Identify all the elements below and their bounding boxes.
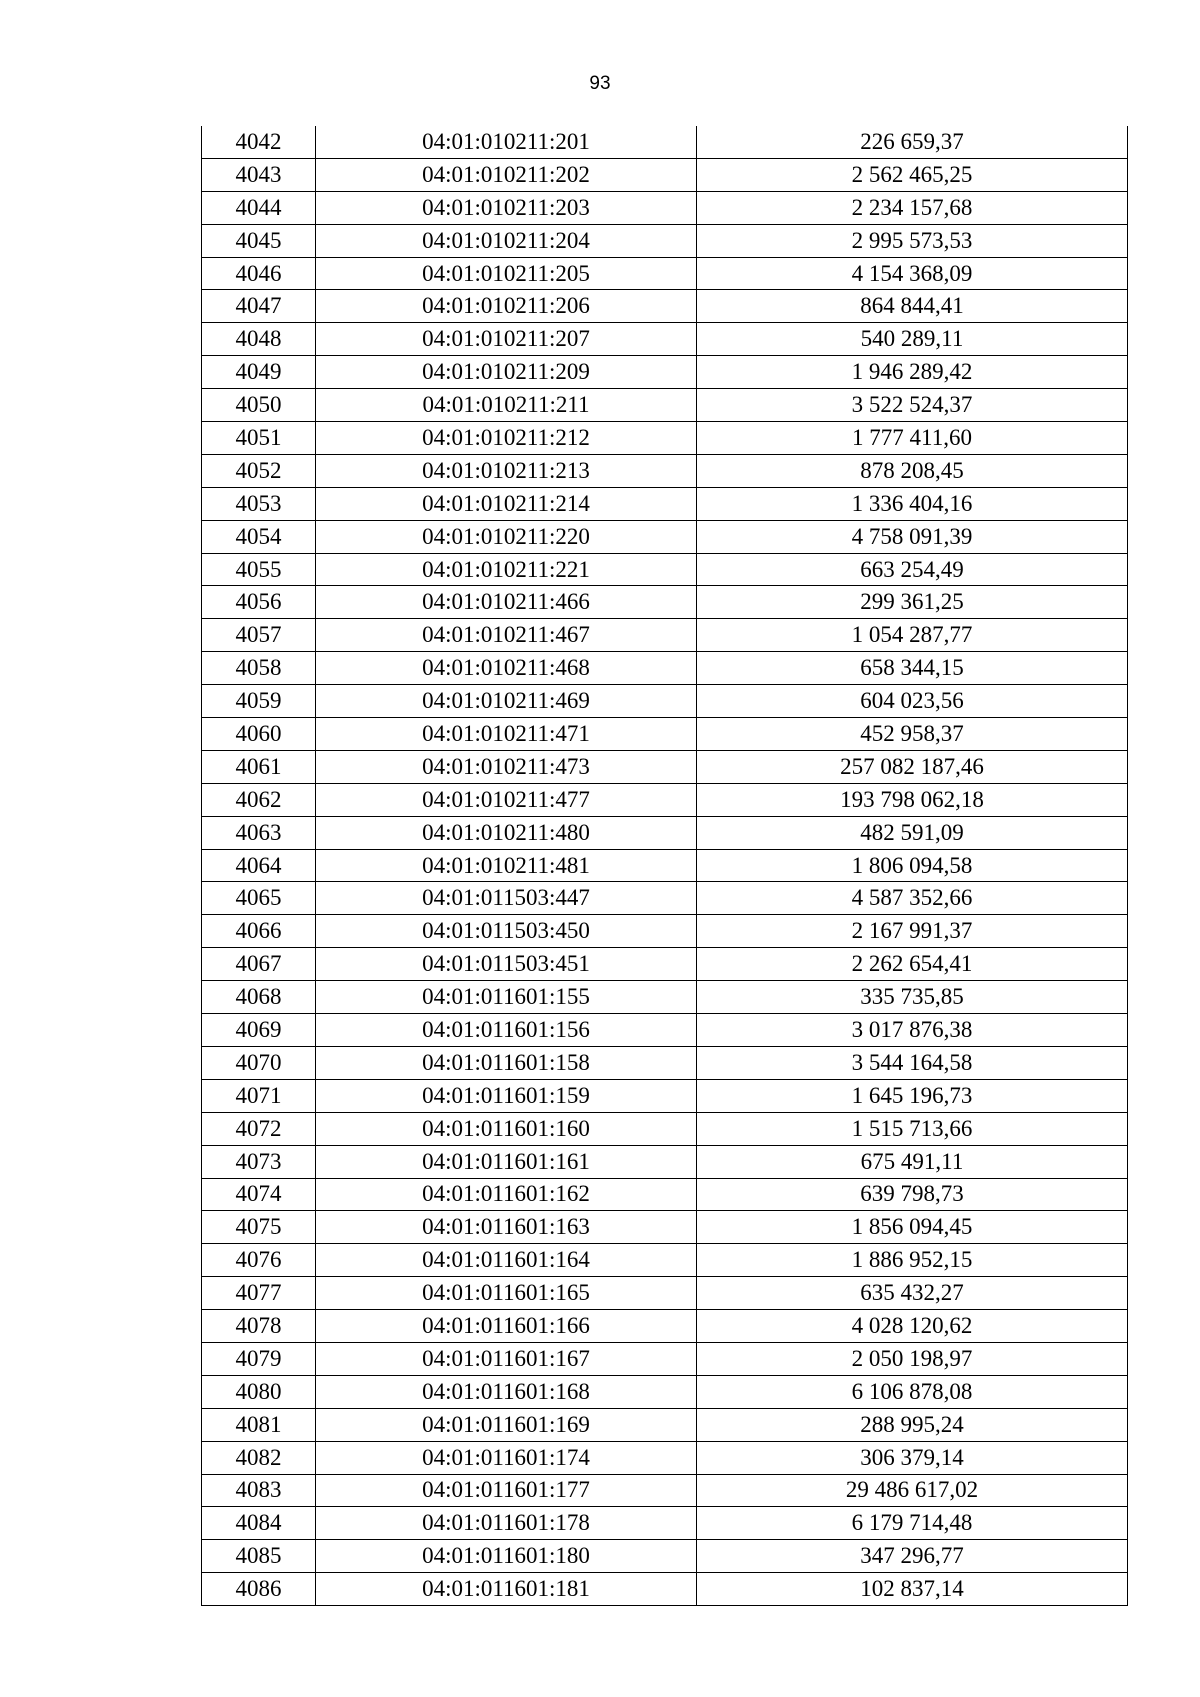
table-row — [202, 356, 1128, 389]
cadastral-number-cell: 04:01:011601:164 — [316, 1244, 697, 1277]
cadastral-number-cell: 04:01:011503:447 — [316, 882, 697, 915]
cadastral-value-cell: 1 946 289,42 — [697, 356, 1128, 389]
cadastral-value-cell: 335 735,85 — [697, 981, 1128, 1014]
row-number-cell: 4071 — [202, 1079, 316, 1112]
cadastral-number-cell: 04:01:010211:211 — [316, 389, 697, 422]
table-row — [202, 1408, 1128, 1441]
cadastral-value-cell: 4 028 120,62 — [697, 1310, 1128, 1343]
cadastral-value-cell: 288 995,24 — [697, 1408, 1128, 1441]
cadastral-number-cell: 04:01:011601:161 — [316, 1145, 697, 1178]
cadastral-value-cell: 2 167 991,37 — [697, 915, 1128, 948]
cadastral-value-cell: 2 262 654,41 — [697, 948, 1128, 981]
cadastral-number-cell: 04:01:011601:180 — [316, 1540, 697, 1573]
cadastral-value-cell: 540 289,11 — [697, 323, 1128, 356]
cadastral-value-cell: 3 017 876,38 — [697, 1014, 1128, 1047]
cadastral-number-cell: 04:01:010211:221 — [316, 553, 697, 586]
table-row — [202, 191, 1128, 224]
table-row — [202, 586, 1128, 619]
row-number-cell: 4052 — [202, 454, 316, 487]
cadastral-number-cell: 04:01:011601:167 — [316, 1342, 697, 1375]
table-row — [202, 783, 1128, 816]
cadastral-number-cell: 04:01:011601:166 — [316, 1310, 697, 1343]
row-number-cell: 4082 — [202, 1441, 316, 1474]
cadastral-number-cell: 04:01:010211:466 — [316, 586, 697, 619]
table-row — [202, 882, 1128, 915]
row-number-cell: 4085 — [202, 1540, 316, 1573]
cadastral-value-cell: 257 082 187,46 — [697, 750, 1128, 783]
cadastral-number-cell: 04:01:011601:162 — [316, 1178, 697, 1211]
table-row — [202, 652, 1128, 685]
cadastral-number-cell: 04:01:010211:213 — [316, 454, 697, 487]
row-number-cell: 4059 — [202, 685, 316, 718]
table-row — [202, 520, 1128, 553]
cadastral-number-cell: 04:01:011503:451 — [316, 948, 697, 981]
row-number-cell: 4081 — [202, 1408, 316, 1441]
cadastral-number-cell: 04:01:011601:165 — [316, 1277, 697, 1310]
row-number-cell: 4078 — [202, 1310, 316, 1343]
cadastral-value-cell: 2 050 198,97 — [697, 1342, 1128, 1375]
row-number-cell: 4053 — [202, 487, 316, 520]
table-row — [202, 685, 1128, 718]
table-row — [202, 1244, 1128, 1277]
table-row — [202, 849, 1128, 882]
row-number-cell: 4069 — [202, 1014, 316, 1047]
cadastral-value-cell: 193 798 062,18 — [697, 783, 1128, 816]
cadastral-number-cell: 04:01:010211:469 — [316, 685, 697, 718]
table-row — [202, 1046, 1128, 1079]
cadastral-number-cell: 04:01:011601:160 — [316, 1112, 697, 1145]
cadastral-value-cell: 1 806 094,58 — [697, 849, 1128, 882]
cadastral-value-cell: 2 995 573,53 — [697, 224, 1128, 257]
cadastral-value-cell: 3 522 524,37 — [697, 389, 1128, 422]
table-row — [202, 290, 1128, 323]
cadastral-value-cell: 604 023,56 — [697, 685, 1128, 718]
cadastral-number-cell: 04:01:010211:480 — [316, 816, 697, 849]
table-row — [202, 816, 1128, 849]
row-number-cell: 4084 — [202, 1507, 316, 1540]
table-row — [202, 422, 1128, 455]
cadastral-number-cell: 04:01:011601:158 — [316, 1046, 697, 1079]
table-row — [202, 1474, 1128, 1507]
row-number-cell: 4043 — [202, 158, 316, 191]
cadastral-value-cell: 299 361,25 — [697, 586, 1128, 619]
row-number-cell: 4060 — [202, 718, 316, 751]
cadastral-value-cell: 4 587 352,66 — [697, 882, 1128, 915]
cadastral-number-cell: 04:01:010211:214 — [316, 487, 697, 520]
row-number-cell: 4073 — [202, 1145, 316, 1178]
cadastral-number-cell: 04:01:011601:163 — [316, 1211, 697, 1244]
cadastral-value-table — [201, 126, 1128, 1606]
row-number-cell: 4042 — [202, 126, 316, 158]
cadastral-value-cell: 6 179 714,48 — [697, 1507, 1128, 1540]
row-number-cell: 4061 — [202, 750, 316, 783]
cadastral-value-cell: 6 106 878,08 — [697, 1375, 1128, 1408]
cadastral-value-cell: 639 798,73 — [697, 1178, 1128, 1211]
cadastral-number-cell: 04:01:011601:169 — [316, 1408, 697, 1441]
cadastral-number-cell: 04:01:011601:155 — [316, 981, 697, 1014]
row-number-cell: 4054 — [202, 520, 316, 553]
cadastral-value-cell: 4 154 368,09 — [697, 257, 1128, 290]
table-row — [202, 1145, 1128, 1178]
cadastral-value-cell: 226 659,37 — [697, 126, 1128, 158]
cadastral-value-cell: 347 296,77 — [697, 1540, 1128, 1573]
table-row — [202, 1441, 1128, 1474]
row-number-cell: 4047 — [202, 290, 316, 323]
row-number-cell: 4065 — [202, 882, 316, 915]
row-number-cell: 4086 — [202, 1573, 316, 1606]
row-number-cell: 4066 — [202, 915, 316, 948]
cadastral-number-cell: 04:01:010211:201 — [316, 126, 697, 158]
row-number-cell: 4049 — [202, 356, 316, 389]
table-body — [202, 126, 1128, 1606]
table-row — [202, 915, 1128, 948]
cadastral-number-cell: 04:01:011601:177 — [316, 1474, 697, 1507]
cadastral-value-cell: 878 208,45 — [697, 454, 1128, 487]
table-row — [202, 1375, 1128, 1408]
cadastral-number-cell: 04:01:010211:473 — [316, 750, 697, 783]
row-number-cell: 4063 — [202, 816, 316, 849]
row-number-cell: 4075 — [202, 1211, 316, 1244]
cadastral-number-cell: 04:01:011601:181 — [316, 1573, 697, 1606]
cadastral-value-cell: 635 432,27 — [697, 1277, 1128, 1310]
table-row — [202, 1112, 1128, 1145]
row-number-cell: 4079 — [202, 1342, 316, 1375]
cadastral-value-cell: 4 758 091,39 — [697, 520, 1128, 553]
row-number-cell: 4070 — [202, 1046, 316, 1079]
row-number-cell: 4076 — [202, 1244, 316, 1277]
row-number-cell: 4072 — [202, 1112, 316, 1145]
cadastral-number-cell: 04:01:010211:468 — [316, 652, 697, 685]
cadastral-value-cell: 1 054 287,77 — [697, 619, 1128, 652]
cadastral-value-cell: 29 486 617,02 — [697, 1474, 1128, 1507]
table-row — [202, 257, 1128, 290]
table-row — [202, 1277, 1128, 1310]
row-number-cell: 4058 — [202, 652, 316, 685]
table-row — [202, 323, 1128, 356]
cadastral-value-cell: 663 254,49 — [697, 553, 1128, 586]
row-number-cell: 4051 — [202, 422, 316, 455]
cadastral-number-cell: 04:01:011601:178 — [316, 1507, 697, 1540]
cadastral-number-cell: 04:01:010211:220 — [316, 520, 697, 553]
cadastral-value-cell: 1 886 952,15 — [697, 1244, 1128, 1277]
cadastral-number-cell: 04:01:011601:174 — [316, 1441, 697, 1474]
cadastral-value-cell: 2 234 157,68 — [697, 191, 1128, 224]
table-row — [202, 1507, 1128, 1540]
table-row — [202, 1342, 1128, 1375]
row-number-cell: 4077 — [202, 1277, 316, 1310]
table-row — [202, 718, 1128, 751]
row-number-cell: 4048 — [202, 323, 316, 356]
cadastral-number-cell: 04:01:010211:467 — [316, 619, 697, 652]
cadastral-number-cell: 04:01:010211:204 — [316, 224, 697, 257]
table-row — [202, 981, 1128, 1014]
table-row — [202, 1310, 1128, 1343]
table-row — [202, 1573, 1128, 1606]
row-number-cell: 4044 — [202, 191, 316, 224]
cadastral-number-cell: 04:01:010211:203 — [316, 191, 697, 224]
row-number-cell: 4046 — [202, 257, 316, 290]
cadastral-number-cell: 04:01:010211:207 — [316, 323, 697, 356]
page-number: 93 — [589, 73, 611, 94]
cadastral-value-cell: 306 379,14 — [697, 1441, 1128, 1474]
table-row — [202, 619, 1128, 652]
table-row — [202, 1014, 1128, 1047]
cadastral-value-cell: 1 777 411,60 — [697, 422, 1128, 455]
row-number-cell: 4056 — [202, 586, 316, 619]
table-row — [202, 1211, 1128, 1244]
row-number-cell: 4062 — [202, 783, 316, 816]
table-row — [202, 454, 1128, 487]
cadastral-number-cell: 04:01:010211:205 — [316, 257, 697, 290]
cadastral-number-cell: 04:01:010211:481 — [316, 849, 697, 882]
row-number-cell: 4045 — [202, 224, 316, 257]
table-row — [202, 553, 1128, 586]
row-number-cell: 4074 — [202, 1178, 316, 1211]
cadastral-value-cell: 1 645 196,73 — [697, 1079, 1128, 1112]
table-row — [202, 158, 1128, 191]
table-row — [202, 948, 1128, 981]
row-number-cell: 4083 — [202, 1474, 316, 1507]
cadastral-value-cell: 675 491,11 — [697, 1145, 1128, 1178]
row-number-cell: 4080 — [202, 1375, 316, 1408]
row-number-cell: 4064 — [202, 849, 316, 882]
cadastral-value-cell: 102 837,14 — [697, 1573, 1128, 1606]
cadastral-number-cell: 04:01:010211:202 — [316, 158, 697, 191]
cadastral-number-cell: 04:01:010211:209 — [316, 356, 697, 389]
cadastral-number-cell: 04:01:010211:206 — [316, 290, 697, 323]
cadastral-value-cell: 452 958,37 — [697, 718, 1128, 751]
cadastral-value-cell: 3 544 164,58 — [697, 1046, 1128, 1079]
cadastral-value-cell: 2 562 465,25 — [697, 158, 1128, 191]
cadastral-value-cell: 1 515 713,66 — [697, 1112, 1128, 1145]
cadastral-value-cell: 1 856 094,45 — [697, 1211, 1128, 1244]
table-row — [202, 1178, 1128, 1211]
table-row — [202, 224, 1128, 257]
table-row — [202, 389, 1128, 422]
cadastral-number-cell: 04:01:011601:159 — [316, 1079, 697, 1112]
row-number-cell: 4067 — [202, 948, 316, 981]
table-row — [202, 750, 1128, 783]
table-row — [202, 1540, 1128, 1573]
cadastral-number-cell: 04:01:011503:450 — [316, 915, 697, 948]
cadastral-value-cell: 864 844,41 — [697, 290, 1128, 323]
cadastral-number-cell: 04:01:011601:156 — [316, 1014, 697, 1047]
row-number-cell: 4055 — [202, 553, 316, 586]
row-number-cell: 4068 — [202, 981, 316, 1014]
cadastral-number-cell: 04:01:010211:212 — [316, 422, 697, 455]
cadastral-value-cell: 658 344,15 — [697, 652, 1128, 685]
cadastral-value-cell: 1 336 404,16 — [697, 487, 1128, 520]
cadastral-number-cell: 04:01:010211:477 — [316, 783, 697, 816]
cadastral-number-cell: 04:01:010211:471 — [316, 718, 697, 751]
table-row — [202, 487, 1128, 520]
cadastral-number-cell: 04:01:011601:168 — [316, 1375, 697, 1408]
row-number-cell: 4057 — [202, 619, 316, 652]
row-number-cell: 4050 — [202, 389, 316, 422]
table-row — [202, 1079, 1128, 1112]
table-row — [202, 126, 1128, 158]
cadastral-value-cell: 482 591,09 — [697, 816, 1128, 849]
